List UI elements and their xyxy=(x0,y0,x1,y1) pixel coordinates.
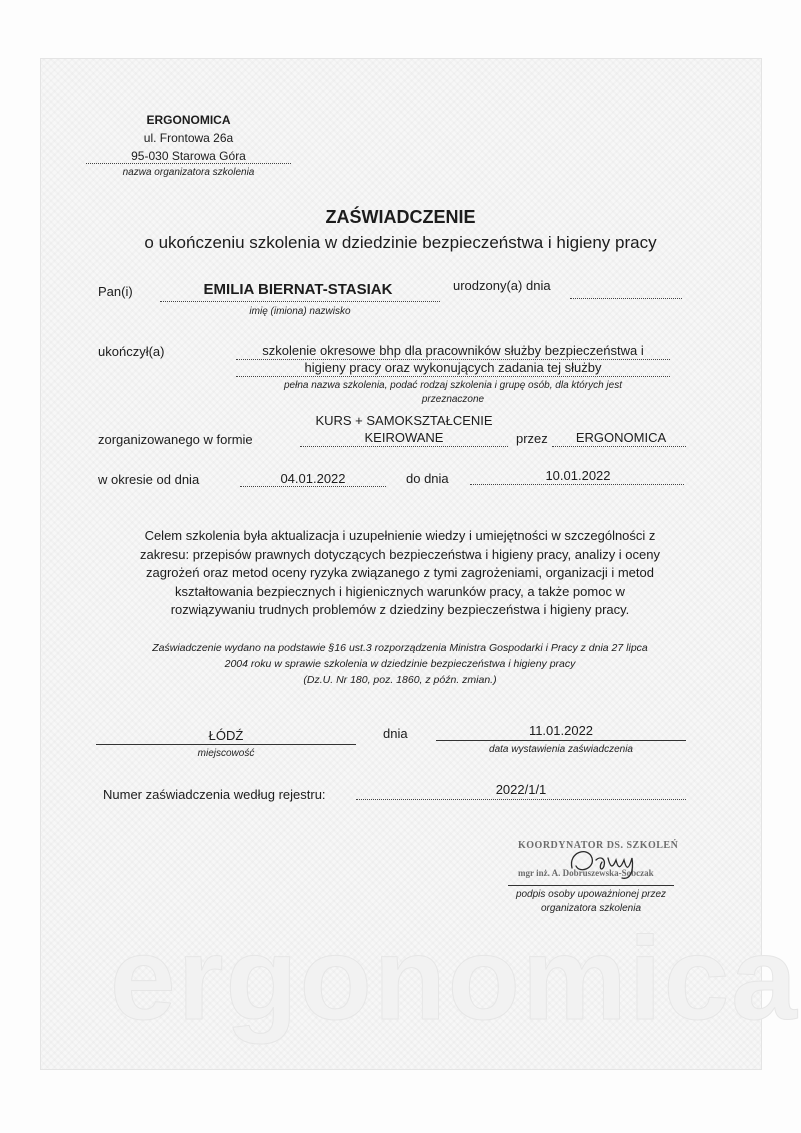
organizer-city: 95-030 Starowa Góra xyxy=(131,149,246,163)
by-label: przez xyxy=(516,431,548,446)
issue-place-underline xyxy=(96,744,356,745)
training-name-line2: higieny pracy oraz wykonujących zadania tej służby xyxy=(304,360,602,375)
training-line2-underline xyxy=(236,376,670,377)
person-name-underline xyxy=(160,301,440,302)
period-from-underline xyxy=(240,486,386,487)
goal-line-1: Celem szkolenia była aktualizacja i uzupełnienie wiedzy i umiejętności w szczególności z xyxy=(144,528,656,543)
signature-caption-line1: podpis osoby upoważnionej przez xyxy=(515,889,667,900)
born-label: urodzony(a) dnia xyxy=(453,278,551,293)
born-underline xyxy=(570,298,682,299)
register-underline xyxy=(356,799,686,800)
person-name: EMILIA BIERNAT-STASIAK xyxy=(203,281,393,298)
period-from-label: w okresie od dnia xyxy=(98,472,200,487)
issue-date-underline xyxy=(436,740,686,741)
training-caption-line1: pełna nazwa szkolenia, podać rodzaj szkolenia i grupę osób, dla których jest xyxy=(284,380,622,391)
handwritten-signature xyxy=(510,838,690,888)
period-from-value: 04.01.2022 xyxy=(280,471,346,486)
issue-place-caption: miejscowość xyxy=(197,748,255,759)
watermark-logo: ergonomica xyxy=(110,913,799,1045)
training-caption-line2: przeznaczone xyxy=(421,394,485,405)
form-underline xyxy=(300,446,508,447)
goal-line-5: rozwiązywaniu trudnych problemów z dziedziny bezpieczeństwa i higieny pracy. xyxy=(170,602,630,617)
form-value-line1: KURS + SAMOKSZTAŁCENIE xyxy=(315,413,493,428)
goal-line-3: zagrożeń oraz metod oceny ryzyka związanego z tymi zagrożeniami, organizacji i metod xyxy=(146,565,654,580)
person-caption: imię (imiona) nazwisko xyxy=(249,306,351,317)
issue-date-value: 11.01.2022 xyxy=(528,723,594,738)
legal-line-2: 2004 roku w sprawie szkolenia w dziedzinie bezpieczeństwa i higieny pracy xyxy=(224,658,576,670)
register-label: Numer zaświadczenia według rejestru: xyxy=(103,787,326,802)
goal-line-2: zakresu: przepisów prawnych dotyczących bezpieczeństwa i higieny pracy, analizy i oceny xyxy=(139,546,660,562)
person-label: Pan(i) xyxy=(98,284,133,299)
by-value: ERGONOMICA xyxy=(575,430,667,445)
issue-date-caption: data wystawienia zaświadczenia xyxy=(489,744,633,755)
legal-line-1: Zaświadczenie wydano na podstawie §16 ust.3 rozporządzenia Ministra Gospodarki i Pracy z dnia 27 lipca xyxy=(152,642,648,654)
goal-line-4: kształtowania bezpiecznych i higienicznych warunków pracy, a także pomoc w xyxy=(175,583,625,599)
form-value-line2: KEIROWANE xyxy=(364,430,444,445)
coordinator-stamp xyxy=(510,838,690,888)
organizer-underline xyxy=(86,163,291,164)
organizer-name: ERGONOMICA xyxy=(146,113,231,127)
legal-line-3: (Dz.U. Nr 180, poz. 1860, z późn. zmian.) xyxy=(303,674,497,686)
stamp-line-2: mgr inż. A. Dobruszewska-Sobczak xyxy=(518,868,654,878)
register-value: 2022/1/1 xyxy=(495,782,547,797)
signature-caption-line2: organizatora szkolenia xyxy=(540,903,642,914)
page-title: ZAŚWIADCZENIE xyxy=(325,207,476,227)
organizer-block xyxy=(86,112,291,165)
by-underline xyxy=(552,446,686,447)
stamp-line-1: KOORDYNATOR DS. SZKOLEŃ xyxy=(518,840,679,851)
period-to-label: do dnia xyxy=(406,471,449,486)
goal-paragraph xyxy=(90,527,710,620)
legal-basis xyxy=(90,640,710,688)
period-to-value: 10.01.2022 xyxy=(545,468,611,483)
signature-underline xyxy=(508,885,674,886)
training-label: ukończył(a) xyxy=(98,344,165,359)
form-label: zorganizowanego w formie xyxy=(98,432,253,447)
training-name-line1: szkolenie okresowe bhp dla pracowników służby bezpieczeństwa i xyxy=(262,343,644,358)
issue-date-label: dnia xyxy=(383,726,408,741)
issue-place-value: ŁÓDŹ xyxy=(208,728,244,743)
organizer-caption: nazwa organizatora szkolenia xyxy=(122,167,255,178)
period-to-underline xyxy=(470,484,684,485)
organizer-street: ul. Frontowa 26a xyxy=(143,131,234,145)
page-subtitle: o ukończeniu szkolenia w dziedzinie bezpieczeństwa i higieny pracy xyxy=(144,233,657,252)
